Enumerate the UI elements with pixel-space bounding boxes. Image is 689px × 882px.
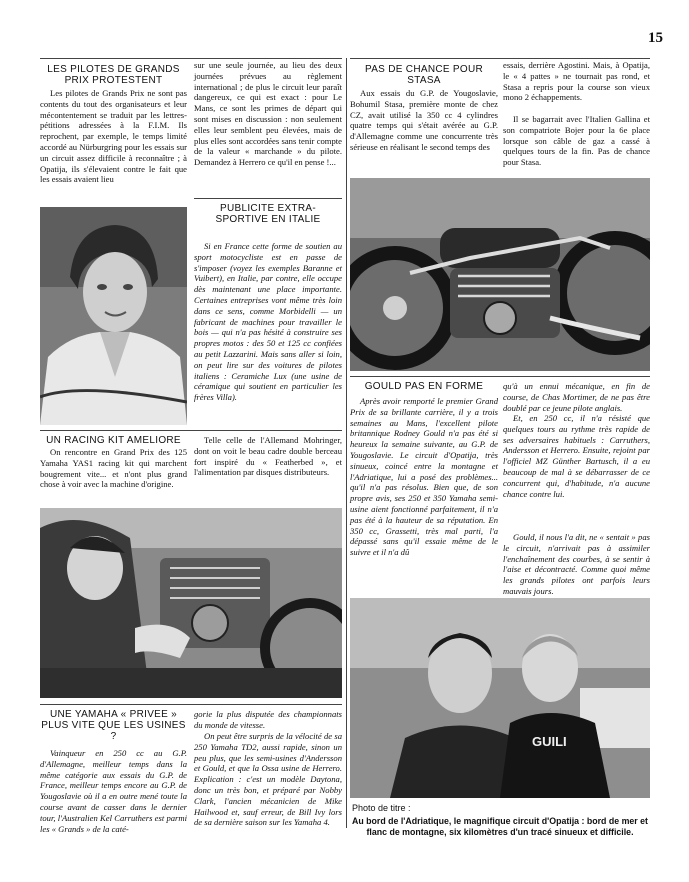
stasa-text-col1: Aux essais du G.P. de Yougoslavie, Bohumil Stasa, première monte de chez CZ, avait utilisé la 350 cc 4 cylindres quatre temps qui s'était avérée au G.P. d'Allemagne comme une concurrente très sérieuse en réalisant le second temps des	[350, 88, 498, 152]
photo-caption-label: Photo de titre :	[352, 803, 411, 813]
jacket-text: GUILI	[532, 734, 567, 749]
stasa-heading: PAS DE CHANCE POUR STASA	[364, 64, 483, 86]
yamaha-text-col2: gorie la plus disputée des championnats du monde de vitesse.	[194, 709, 342, 730]
rule-racing-kit	[40, 430, 342, 431]
gould-heading: GOULD PAS EN FORME	[364, 381, 484, 392]
gould-text-col2: qu'à un ennui mécanique, en fin de course, de Chas Mortimer, de ne pas être doublé par ce jeune pilote anglais.	[503, 381, 650, 413]
yamaha-heading: UNE YAMAHA « PRIVEE » PLUS VITE QUE LES USINES ?	[41, 709, 186, 742]
publicite-heading: PUBLICITE EXTRA-SPORTIVE EN ITALIE	[215, 203, 321, 225]
riders-photo	[350, 598, 650, 798]
photo-caption-text: Au bord de l'Adriatique, le magnifique circuit d'Opatija : bord de mer et flanc de montagne, six kilomètres d'un tracé sinueux et difficile.	[352, 816, 648, 837]
rule-gould	[350, 376, 650, 377]
page-number: 15	[648, 30, 663, 46]
stasa-text-col2b: Il se bagarrait avec l'Italien Gallina et son compatriote Bojer pour la 6e place lorsque son câble de gaz a cassé à quelques tours de la fin. Pas de chance pour Stasa.	[503, 114, 650, 168]
racing-kit-text-col1: On rencontre en Grand Prix des 125 Yamaha YAS1 racing kit qui marchent bougrement vite... et n'ont plus grand chose à voir avec la machine d'origine.	[40, 447, 187, 490]
yamaha-text-col1: Vainqueur en 250 cc au G.P. d'Allemagne, meilleur temps dans la même catégorie aux essais du G.P. de France, meilleur temps encore au G.P. de Yougoslavie où il a en outre mené toute la course avant de casser dans le dernier tour, l'Australien Kel Carruthers est parmi les « Grands » de la caté-	[40, 748, 187, 834]
gould-text-col1: Après avoir remporté le premier Grand Prix de sa brillante carrière, il y a trois semaines au Mans, l'excellent pilote britannique Rodney Gould n'a pas été si heureux la semaine suivante, au G.P. de Yougoslavie. Le circuit d'Opatija, très sinueux, coincé entre la montagne et l'Adriatique, lui a posé des problèmes... qu'il n'a pas résolus. Bien que, de son propre avis, ses 250 et 350 Yamaha semi-usine aient fonctionné parfaitement, il n'a pas été à la hauteur de sa réputation. En 350 cc, Grassetti, très mal parti, l'a dépassé sans qu'il essaie même de le suivre et il n'a dû	[350, 396, 498, 558]
motorcycle-photo	[350, 178, 650, 371]
rule-publicite	[194, 198, 342, 199]
top-rule-right	[350, 58, 650, 59]
pilotes-text-col1: Les pilotes de Grands Prix ne sont pas contents du tout des organisateurs et leur mécontentement se traduit par les lettres-pétitions adressées à la F.I.M. Ils reprochent, par exemple, le temps limité accordé au Nürburgring pour les essais sur un circuit assez difficile à reconnaître ; à Opatija, ils s'élevaient contre le fait que les essais avaient lieu	[40, 88, 187, 185]
gould-text-col2c: Gould, il nous l'a dit, ne « sentait » pas le circuit, n'arrivait pas à assimiler l'enchaînement des courbes, à se sentir à l'aise et décontracté. Comme quoi même les grands pilotes ont parfois leurs mauvais jours.	[503, 532, 650, 596]
column-divider	[346, 58, 347, 828]
engine-photo	[40, 508, 342, 698]
stasa-text-col2: essais, derrière Agostini. Mais, à Opatija, le « 4 pattes » ne tournait pas rond, et Stasa a repris pour la course son vieux mono 2 échappements.	[503, 60, 650, 103]
racing-kit-heading: UN RACING KIT AMELIORE	[46, 435, 181, 446]
rule-yamaha	[40, 704, 342, 705]
racing-kit-text-col2: Telle celle de l'Allemand Mohringer, dont on voit le beau cadre double berceau fort inspiré du « Featherbed », et l'alimentation par disques distributeurs.	[194, 435, 342, 478]
portrait-photo	[40, 207, 187, 425]
publicite-text: Si en France cette forme de soutien au sport motocycliste est en passe de s'imposer (voyez les exemples Baranne et Vuibert), en Italie, par contre, elle occupe dès maintenant une place importante. Certaines entreprises vont même très loin dans ce sens, comme Morbidelli — un fabricant de machines pour travailler le bois — qui n'a pas hésité à construire ses propres motos : des 50 et 125 cc confiées au petit Lazzarini. Mais sans aller si loin, on peut lire sur des voitures de pilotes italiens : Ceramiche Lux (une usine de céramique qui soutient en particulier les frères Villa).	[194, 241, 342, 403]
yamaha-text-col2b: On peut être surpris de la vélocité de sa 250 Yamaha TD2, aussi rapide, sinon un peu plus, que les semi-usines d'Andersson et Gould, et que la Ossa usine de Herrero. Explication : c'est un modèle Daytona, donc un très bon, et préparé par Nobby Clark, l'ancien mécanicien de Mike Hailwood et, sauf erreur, de Bill Ivy lors de sa dernière saison sur les Yamaha 4.	[194, 731, 342, 828]
pilotes-text-col2: sur une seule journée, au lieu des deux journées prévues au règlement international ; de plus le circuit leur paraît dangereux, ce qui est exact : pour Le Mans, ce sont les primes de départ qui sont mises en discussion : non seulement elles leur semblent peu élevées, mais de plus elles sont accordées sans tenir compte de la valeur « marchande » du pilote. Demandez à Herrero ce qu'il en pense !...	[194, 60, 342, 168]
top-rule-left	[40, 58, 342, 59]
pilotes-heading: LES PILOTES DE GRANDS PRIX PROTESTENT	[47, 64, 180, 86]
gould-text-col2b: Et, en 250 cc, il n'a résisté que quelques tours au rythme très rapide de ses adversaires habituels : Carruthers, Andersson et Herrero. Ensuite, rejoint par l'officiel MZ Günther Bartusch, il a eu beaucoup de mal à se débarrasser de ce concurrent qui, d'habitude, n'a aucune chance contre lui.	[503, 413, 650, 499]
